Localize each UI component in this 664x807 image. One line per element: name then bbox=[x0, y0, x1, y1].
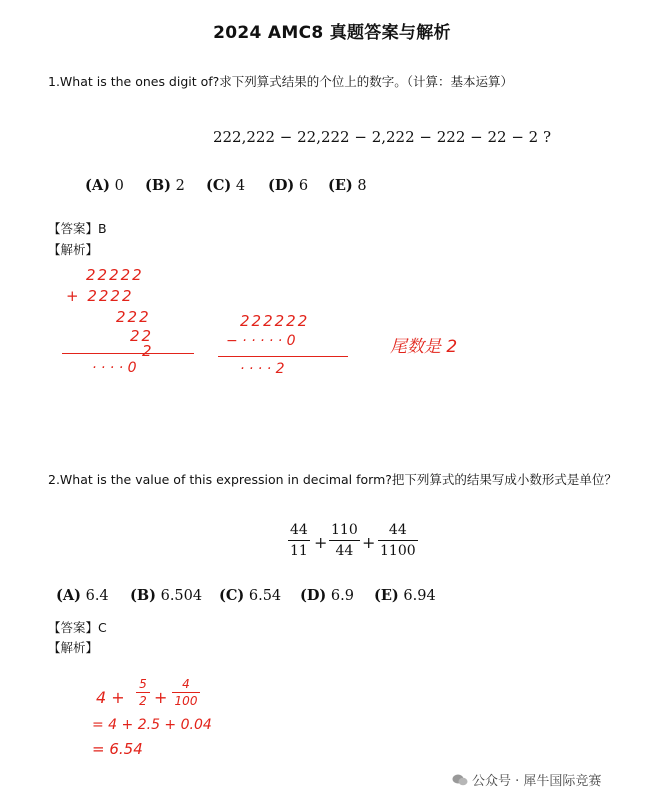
hand-fraction: 5 2 bbox=[136, 677, 150, 708]
hand-row: 22 bbox=[130, 327, 154, 345]
choice-e: (E) 8 bbox=[328, 177, 367, 194]
fraction: 110 44 bbox=[331, 522, 358, 559]
hand-row: + 2222 bbox=[66, 287, 134, 305]
question-1-expression: 222,222 − 22,222 − 2,222 − 222 − 22 − 2 ? bbox=[212, 128, 552, 146]
watermark bbox=[452, 770, 652, 789]
hand-row: 222222 bbox=[240, 312, 310, 330]
fraction: 44 1100 bbox=[380, 522, 416, 559]
hand-fraction: 4 100 bbox=[172, 677, 200, 708]
choice-c: (C) 4 bbox=[206, 177, 246, 194]
page-title: 2024 AMC8 真题答案与解析 bbox=[213, 23, 451, 43]
hand-row: = 6.54 bbox=[92, 740, 143, 758]
choice-d: (D) 6.9 bbox=[300, 587, 354, 604]
question-2-analysis-heading: 【解析】 bbox=[48, 640, 99, 655]
choice-b: (B) 6.504 bbox=[130, 587, 203, 604]
question-2-text: 2.What is the value of this expression in decimal form?把下列算式的结果写成小数形式是单位？ bbox=[48, 472, 617, 487]
choice-c: (C) 6.54 bbox=[219, 587, 282, 604]
question-1-analysis-heading: 【解析】 bbox=[48, 242, 99, 257]
choice-d: (D) 6 bbox=[268, 177, 309, 194]
hand-row: + bbox=[154, 688, 168, 707]
hand-row: − · · · · · 0 bbox=[226, 333, 296, 349]
hand-row: · · · · 2 bbox=[240, 361, 285, 377]
hand-row: 22222 bbox=[86, 266, 144, 284]
hand-row: = 4 + 2.5 + 0.04 bbox=[92, 717, 212, 733]
choice-b: (B) 2 bbox=[145, 177, 185, 194]
choice-e: (E) 6.94 bbox=[374, 587, 436, 604]
fraction: 44 11 bbox=[290, 522, 308, 559]
plus-sign: + bbox=[314, 533, 328, 552]
question-2-answer: 【答案】C bbox=[48, 620, 107, 635]
question-1-text: 1.What is the ones digit of?求下列算式结果的个位上的数字。（计算：基本运算） bbox=[48, 74, 514, 89]
choice-a: (A) 6.4 bbox=[56, 587, 109, 604]
question-1-answer: 【答案】B bbox=[48, 221, 107, 236]
hand-row: 4 + bbox=[96, 688, 125, 707]
hand-difference-line bbox=[218, 356, 348, 357]
watermark-text: 公众号 · 犀牛国际竞赛 bbox=[472, 774, 602, 789]
hand-note: 尾数是 2 bbox=[390, 337, 458, 357]
hand-row: 2 bbox=[142, 342, 152, 360]
chat-bubble-icon bbox=[452, 773, 468, 787]
hand-row: 222 bbox=[116, 308, 151, 326]
hand-row: · · · · 0 bbox=[92, 360, 137, 376]
plus-sign: + bbox=[362, 533, 376, 552]
choice-a: (A) 0 bbox=[85, 177, 124, 194]
hand-sum-line bbox=[62, 353, 194, 354]
